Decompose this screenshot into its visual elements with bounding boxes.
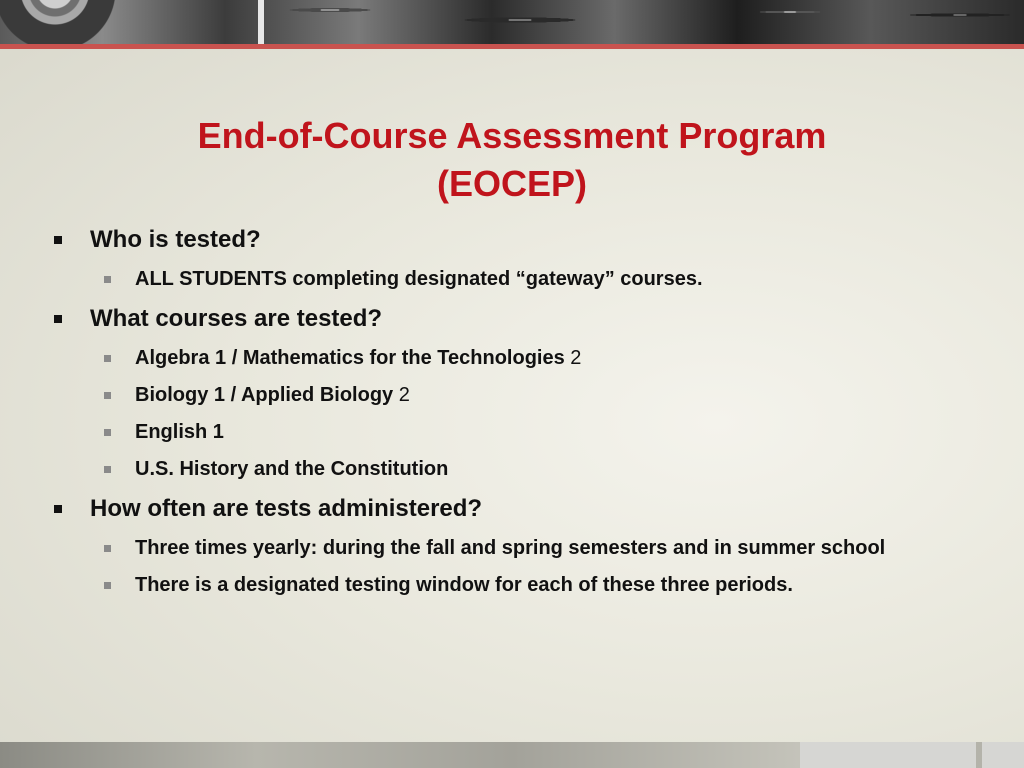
square-bullet-icon — [104, 582, 111, 589]
footer-block — [800, 742, 976, 768]
sub-bullet — [50, 346, 970, 371]
square-bullet-icon — [54, 315, 62, 323]
header-image-banner — [0, 0, 1024, 44]
accent-line — [0, 44, 1024, 49]
bullet-what-courses — [50, 304, 970, 334]
footer-block — [982, 742, 1024, 768]
sub-bullet — [50, 267, 970, 292]
square-bullet-icon — [54, 236, 62, 244]
sub-bullet-text: Biology 1 / Applied Biology — [135, 384, 399, 406]
square-bullet-icon — [104, 466, 111, 473]
sub-bullet-text: Algebra 1 / Mathematics for the Technologies — [135, 347, 571, 369]
sub-bullet-text: Three times yearly: during the fall and spring semesters and in summer school — [135, 537, 886, 559]
bullet-text: What courses are tested? — [90, 305, 383, 332]
square-bullet-icon — [54, 505, 62, 513]
sub-bullet — [50, 383, 970, 408]
sub-bullet-text: English 1 — [135, 421, 224, 443]
sub-bullet — [50, 420, 970, 445]
slide-title-line-1: End-of-Course Assessment Program — [197, 115, 827, 156]
bullet-text: How often are tests administered? — [90, 495, 483, 522]
bullet-who-is-tested — [50, 225, 970, 255]
sub-bullet-suffix: 2 — [570, 347, 582, 369]
slide-body — [50, 225, 970, 598]
square-bullet-icon — [104, 276, 111, 283]
bullet-text: Who is tested? — [90, 226, 261, 253]
sub-bullet-text: U.S. History and the Constitution — [135, 458, 449, 480]
banner-divider — [258, 0, 264, 44]
sub-bullet — [50, 573, 970, 598]
square-bullet-icon — [104, 392, 111, 399]
slide-title-line-2: (EOCEP) — [436, 163, 587, 204]
square-bullet-icon — [104, 355, 111, 362]
slide-title — [100, 112, 924, 208]
footer-decoration — [0, 742, 1024, 768]
bullet-how-often — [50, 494, 970, 524]
sub-bullet — [50, 536, 970, 561]
sub-bullet — [50, 457, 970, 482]
square-bullet-icon — [104, 429, 111, 436]
sub-bullet-text: ALL STUDENTS completing designated “gateway” courses. — [135, 268, 703, 290]
square-bullet-icon — [104, 545, 111, 552]
sub-bullet-text: There is a designated testing window for each of these three periods. — [135, 574, 793, 596]
sub-bullet-suffix: 2 — [398, 384, 410, 406]
